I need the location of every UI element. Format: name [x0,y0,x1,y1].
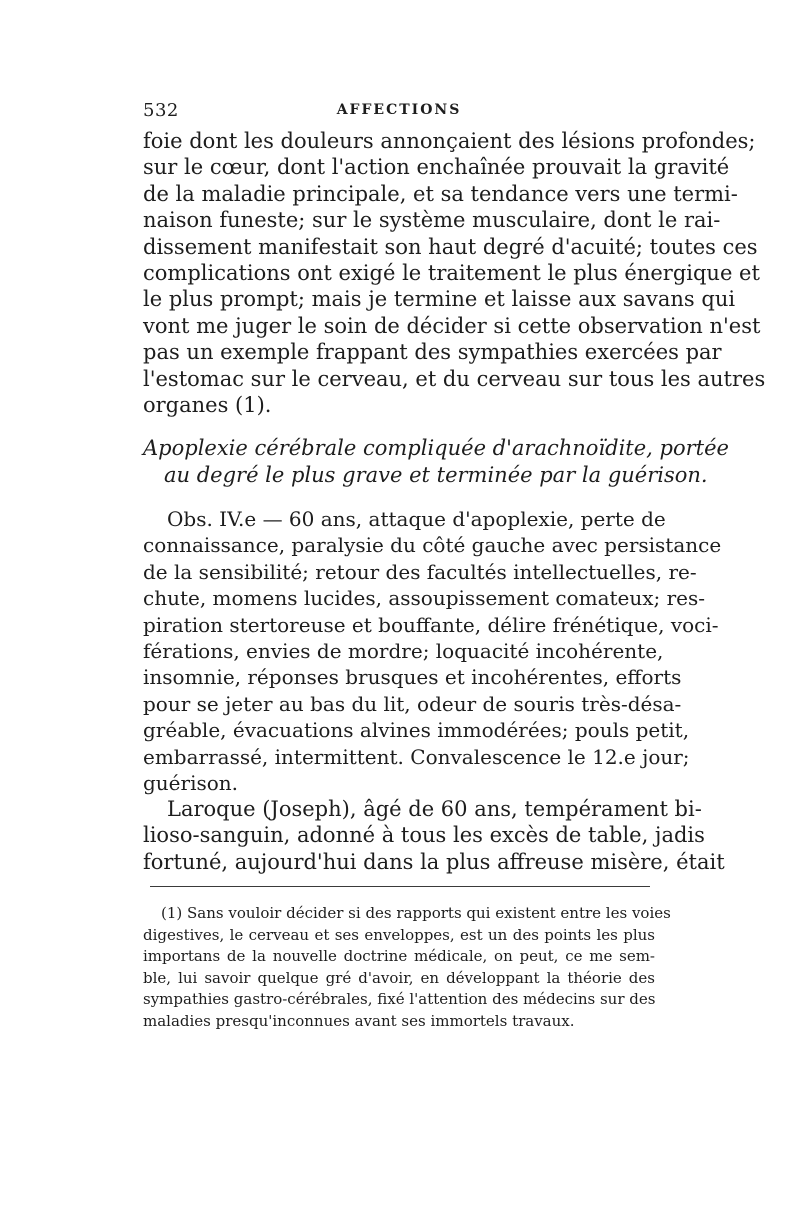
page-number: 532 [143,100,179,121]
text-line: pour se jeter au bas du lit, odeur de souris très-désa- [143,691,682,716]
text-line: complications ont exigé le traitement le plus énergique et [143,261,760,286]
text-line: piration stertoreuse et bouffante, délire frénétique, voci- [143,612,719,637]
text-line: férations, envies de mordre; loquacité incohérente, [143,639,664,664]
page-header [143,100,655,126]
observation-summary [143,506,722,796]
text-line: chute, momens lucides, assoupissement comateux; res- [143,586,706,611]
text-line: de la sensibilité; retour des facultés intellectuelles, re- [143,559,697,584]
footnote-line: sympathies gastro-cérébrales, fixé l'attention des médecins sur des [143,990,656,1009]
footnote-line: ble, lui savoir quelque gré d'avoir, en développant la théorie des [143,968,655,987]
footnote-line: digestives, le cerveau et ses enveloppes, est un des points les plus [143,925,655,944]
text-line: sur le cœur, dont l'action enchaînée prouvait la gravité [143,155,730,180]
text-line: guérison. [143,771,239,796]
text-line: embarrassé, intermittent. Convalescence le 12.e jour; [143,744,690,769]
text-line: gréable, évacuations alvines immodérées; pouls petit, [143,718,690,743]
section-title [143,435,729,489]
text-line: pas un exemple frappant des sympathies exercées par [143,340,722,365]
text-line: vont me juger le soin de décider si cette observation n'est [143,313,761,338]
text-line: naison funeste; sur le système musculaire, dont le rai- [143,208,721,233]
footnote-divider [150,886,650,887]
footnote-line: maladies presqu'inconnues avant ses immortels travaux. [143,1011,575,1030]
text-line: fortuné, aujourd'hui dans la plus affreuse misère, était [143,849,725,874]
text-line: lioso-sanguin, adonné à tous les excès de table, jadis [143,823,705,848]
running-head: AFFECTIONS [336,102,462,118]
text-line: insomnie, réponses brusques et incohérentes, efforts [143,665,682,690]
case-paragraph [143,796,725,875]
text-line: l'estomac sur le cerveau, et du cerveau sur tous les autres [143,366,766,391]
footnote-line: (1) Sans vouloir décider si des rapports qui existent entre les voies [161,904,671,922]
text-line: dissement manifestait son haut degré d'acuité; toutes ces [143,234,758,259]
text-line: Obs. IV.e — 60 ans, attaque d'apoplexie, perte de [167,507,666,531]
title-line: Apoplexie cérébrale compliquée d'arachnoïdite, portée [143,436,729,460]
text-line: organes (1). [143,393,272,418]
title-line: au degré le plus grave et terminée par la guérison. [164,463,708,487]
text-line: foie dont les douleurs annonçaient des lésions profondes; [143,129,756,153]
paragraph-continuation [143,128,766,418]
text-line: connaissance, paralysie du côté gauche avec persistance [143,533,722,558]
footnote [143,903,671,1033]
footnote-line: importans de la nouvelle doctrine médicale, on peut, ce me sem- [143,947,655,966]
text-line: Laroque (Joseph), âgé de 60 ans, tempérament bi- [167,797,702,821]
text-line: le plus prompt; mais je termine et laisse aux savans qui [143,287,736,312]
text-line: de la maladie principale, et sa tendance vers une termi- [143,181,738,206]
